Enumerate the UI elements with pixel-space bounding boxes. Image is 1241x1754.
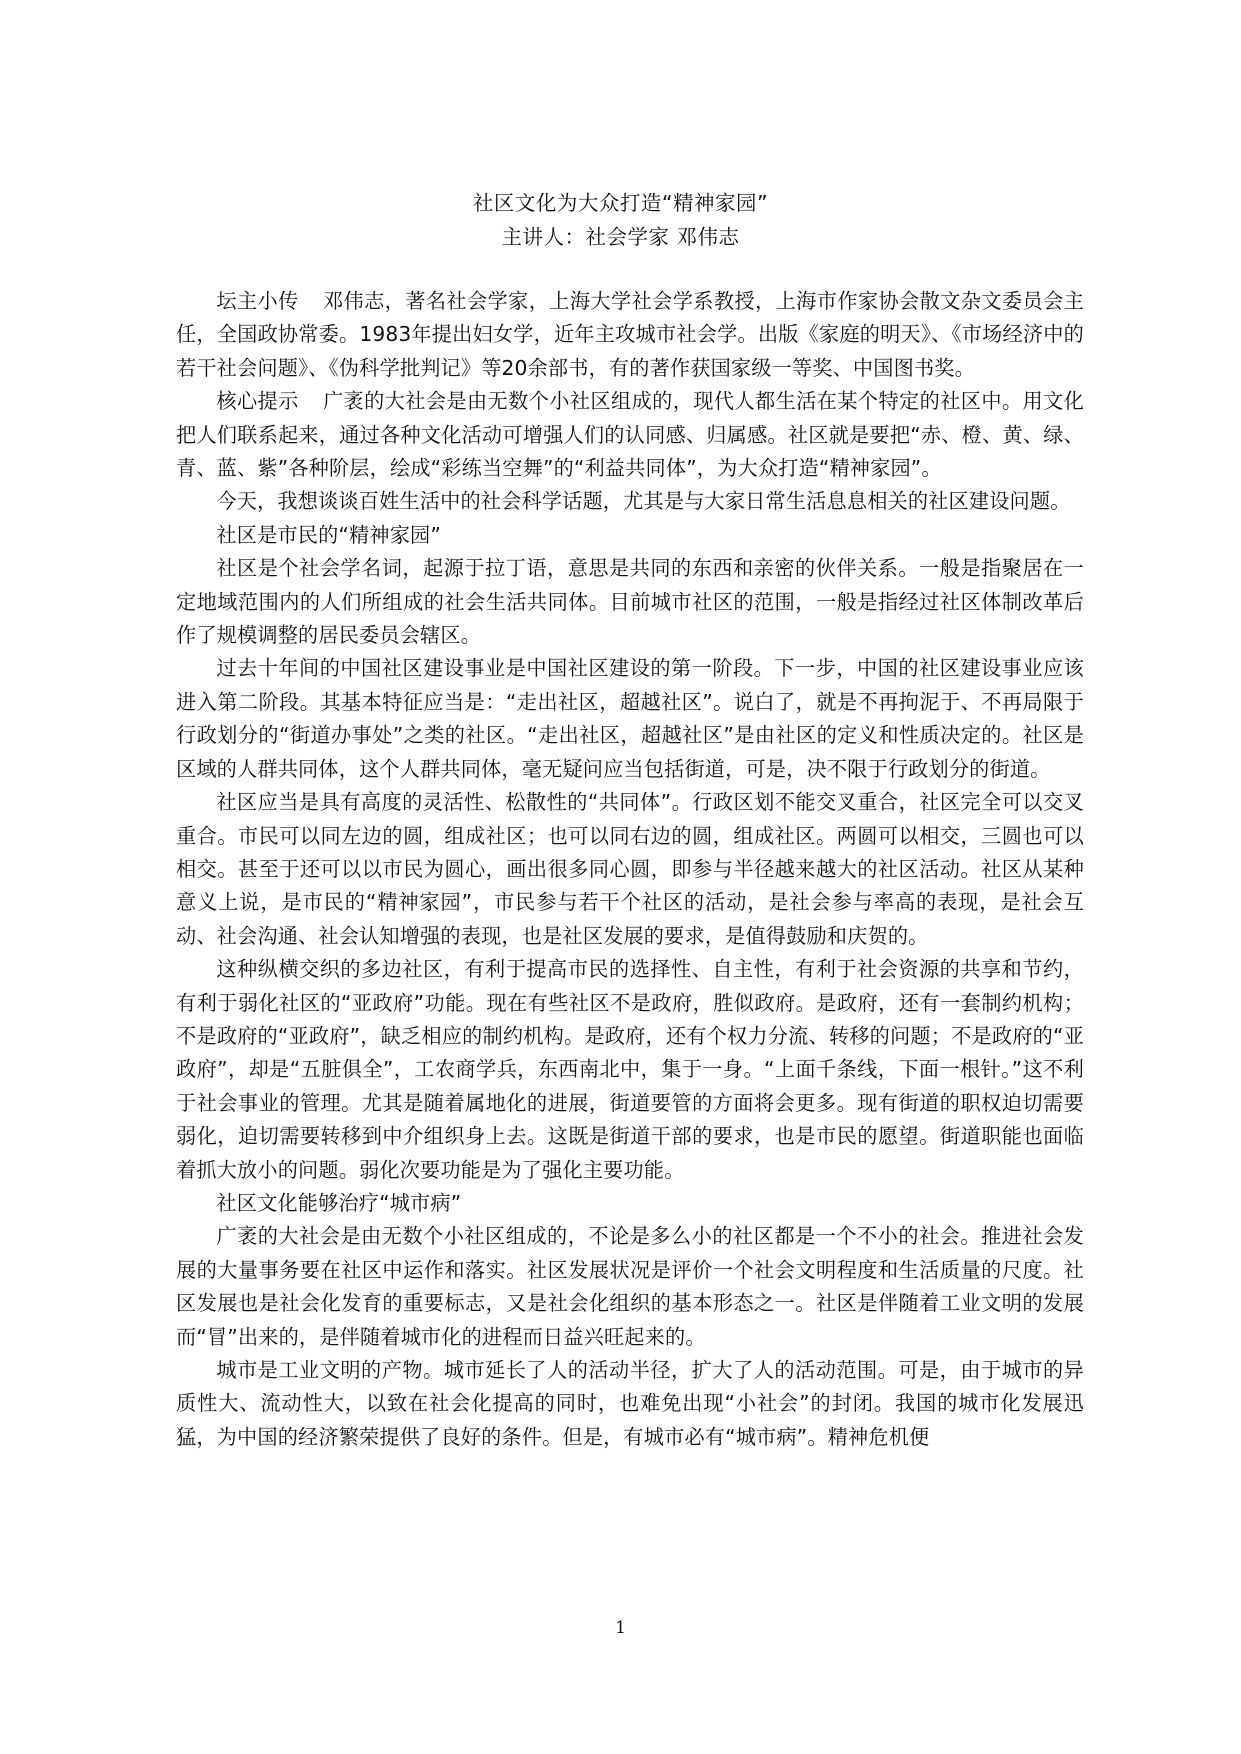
title-block: [0, 186, 1241, 254]
core-hint-text: 广袤的大社会是由无数个小社区组成的，现代人都生活在某个特定的社区中。用文化把人们联系起来，通过各种文化活动可增强人们的认同感、归属感。社区就是要把“赤、橙、黄、绿、青、蓝、紫”各种阶层，绘成“彩练当空舞”的“利益共同体”，为大众打造“精神家园”。: [176, 389, 1084, 481]
core-hint-paragraph: [176, 385, 1084, 485]
body-paragraph: 社区应当是具有高度的灵活性、松散性的“共同体”。行政区划不能交叉重合，社区完全可以交叉重合。市民可以同左边的圆，组成社区；也可以同右边的圆，组成社区。两圆可以相交，三圆也可以相交。甚至于还可以以市民为圆心，画出很多同心圆，即参与半径越来越大的社区活动。社区从某种意义上说，是市民的“精神家园”，市民参与若干个社区的活动，是社会参与率高的表现，是社会互动、社会沟通、社会认知增强的表现，也是社区发展的要求，是值得鼓励和庆贺的。: [176, 790, 1084, 948]
page-number: 1: [615, 1618, 626, 1638]
body-paragraph: 过去十年间的中国社区建设事业是中国社区建设的第一阶段。下一步，中国的社区建设事业应该进入第二阶段。其基本特征应当是：“走出社区，超越社区”。说白了，就是不再拘泥于、不再局限于行政划分的“街道办事处”之类的社区。“走出社区，超越社区”是由社区的定义和性质决定的。社区是区域的人群共同体，这个人群共同体，毫无疑问应当包括街道，可是，决不限于行政划分的街道。: [176, 656, 1084, 781]
page-title: 社区文化为大众打造“精神家园”: [472, 191, 769, 215]
speaker-line: 主讲人：社会学家 邓伟志: [501, 225, 740, 249]
body-paragraph: 今天，我想谈谈百姓生活中的社会科学话题，尤其是与大家日常生活息息相关的社区建设问题。: [216, 489, 1071, 514]
section-heading: 社区文化能够治疗“城市病”: [216, 1190, 462, 1215]
core-hint-label: 核心提示: [216, 389, 299, 414]
bio-label: 坛主小传: [216, 289, 299, 313]
section-heading: 社区是市民的“精神家园”: [216, 522, 441, 547]
bio-text: 邓伟志，著名社会学家，上海大学社会学系教授，上海市作家协会散文杂文委员会主任，全国政协常委。1983年提出妇女学，近年主攻城市社会学。出版《家庭的明天》、《市场经济中的若干社会问题》、《伪科学批判记》等20余部书，有的著作获国家级一等奖、中国图书奖。: [176, 289, 1084, 380]
bio-paragraph: [176, 285, 1084, 385]
body-paragraph: 社区是个社会学名词，起源于拉丁语，意思是共同的东西和亲密的伙伴关系。一般是指聚居在一定地域范围内的人们所组成的社会生活共同体。目前城市社区的范围，一般是指经过社区体制改革后作了规模调整的居民委员会辖区。: [176, 556, 1084, 648]
body-paragraph: 城市是工业文明的产物。城市延长了人的活动半径，扩大了人的活动范围。可是，由于城市的异质性大、流动性大，以致在社会化提高的同时，也难免出现“小社会”的封闭。我国的城市化发展迅猛，为中国的经济繁荣提供了良好的条件。但是，有城市必有“城市病”。精神危机便: [176, 1358, 1084, 1449]
article-body: [176, 285, 1084, 1454]
body-paragraph: 广袤的大社会是由无数个小社区组成的，不论是多么小的社区都是一个不小的社会。推进社会发展的大量事务要在社区中运作和落实。社区发展状况是评价一个社会文明程度和生活质量的尺度。社区发展也是社会化发育的重要标志，又是社会化组织的基本形态之一。社区是伴随着工业文明的发展而“冒”出来的，是伴随着城市化的进程而日益兴旺起来的。: [176, 1224, 1084, 1349]
body-paragraph: 这种纵横交织的多边社区，有利于提高市民的选择性、自主性，有利于社会资源的共享和节约，有利于弱化社区的“亚政府”功能。现在有些社区不是政府，胜似政府。是政府，还有一套制约机构；不是政府的“亚政府”，缺乏相应的制约机构。是政府，还有个权力分流、转移的问题；不是政府的“亚政府”，却是“五脏俱全”，工农商学兵，东西南北中，集于一身。“上面千条线，下面一根针。”这不利于社会事业的管理。尤其是随着属地化的进展，街道要管的方面将会更多。现有街道的职权迫切需要弱化，迫切需要转移到中介组织身上去。这既是街道干部的要求，也是市民的愿望。街道职能也面临着抓大放小的问题。弱化次要功能是为了强化主要功能。: [176, 957, 1084, 1182]
